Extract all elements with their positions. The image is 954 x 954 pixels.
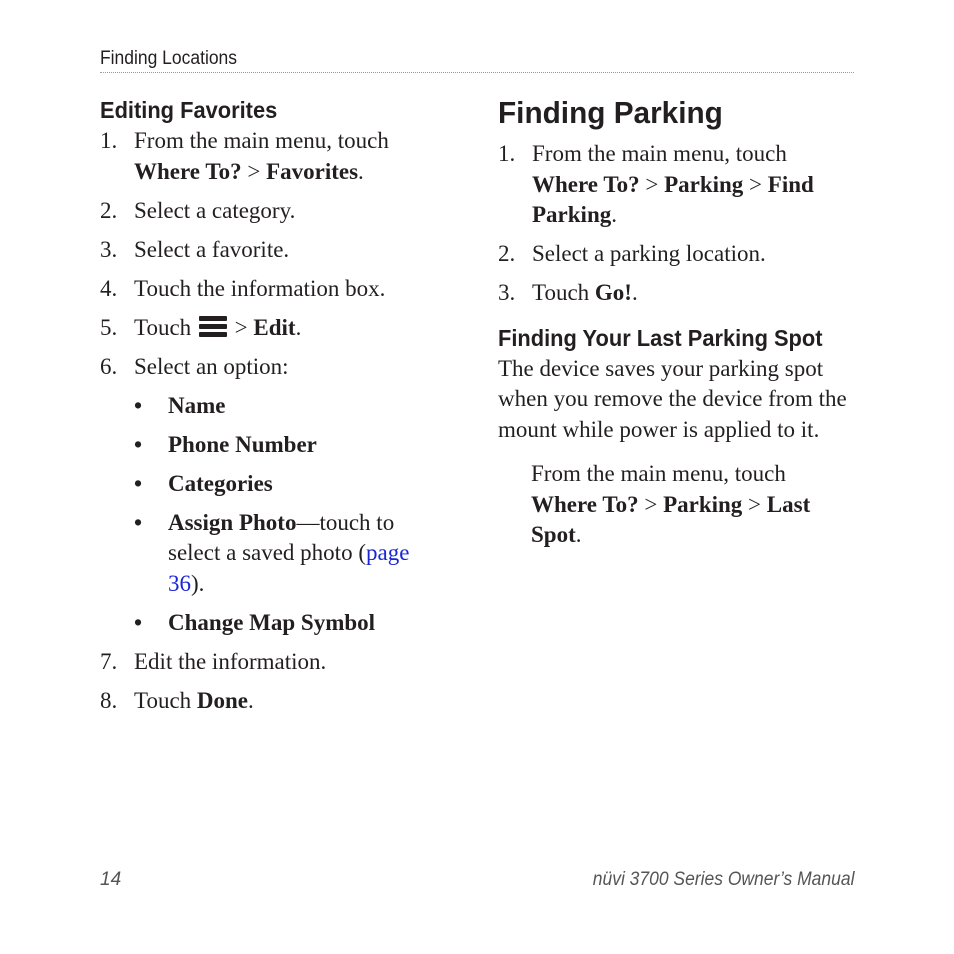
option-label: Assign Photo (168, 509, 297, 535)
running-header: Finding Locations (100, 48, 238, 69)
page-number: 14 (100, 869, 122, 890)
step-1 (100, 126, 440, 187)
option-item (134, 391, 440, 422)
step-number: 5. (100, 314, 118, 340)
step-number: 7. (100, 648, 118, 674)
option-list (134, 391, 440, 639)
step-3 (498, 278, 858, 309)
manual-title: nüvi 3700 Series Owner’s Manual (592, 869, 854, 890)
menu-path-edit: Edit (253, 314, 296, 340)
page-link[interactable]: page 36 (168, 540, 410, 596)
step-number: 8. (100, 687, 118, 713)
step-number: 3. (100, 236, 118, 262)
option-label: Change Map Symbol (168, 609, 376, 635)
step-number: 3. (498, 280, 516, 305)
left-column (100, 95, 440, 725)
section-heading-last-parking-spot: Finding Your Last Parking Spot (498, 324, 823, 351)
option-item (134, 508, 440, 600)
step-number: 2. (498, 241, 516, 266)
step-2 (498, 239, 858, 270)
step-number: 6. (100, 353, 118, 379)
step-2 (100, 196, 440, 227)
step-5 (100, 313, 440, 344)
step-text: Touch the information box. (134, 275, 386, 301)
path-separator: > (742, 491, 767, 517)
punctuation: . (575, 522, 582, 547)
body-paragraph: The device saves your parking spot when you remove the device from the mount while power is applied to it. (498, 355, 847, 442)
menu-path-done: Done (196, 687, 249, 713)
punctuation: . (248, 687, 254, 713)
step-8 (100, 686, 440, 717)
option-item (134, 469, 440, 500)
step-6 (100, 352, 440, 383)
page-title: Finding Parking (498, 95, 723, 130)
step-text: Select a parking location. (532, 241, 766, 266)
step-text: Select a favorite. (134, 236, 290, 262)
step-number: 1. (100, 128, 118, 153)
step-text: Touch (532, 280, 595, 305)
step-3 (100, 235, 440, 266)
menu-path-where-to: Where To? (531, 491, 639, 517)
section-heading-editing-favorites: Editing Favorites (100, 97, 278, 123)
step-text: Select an option: (134, 353, 289, 379)
menu-path-favorites: Favorites (266, 158, 359, 184)
bullet: • (134, 509, 143, 535)
menu-path-parking: Parking (664, 171, 744, 197)
step-text: From the main menu, touch (532, 141, 787, 166)
punctuation: . (358, 158, 364, 184)
punctuation: . (295, 314, 302, 340)
option-item (134, 430, 440, 461)
step-text: From the main menu, touch (531, 461, 786, 486)
path-separator: > (638, 491, 664, 517)
option-label: Phone Number (168, 431, 317, 457)
header-divider (100, 72, 854, 73)
bullet: • (134, 609, 143, 635)
step-4 (100, 274, 440, 305)
step-number: 1. (498, 141, 516, 166)
step-text: Touch (134, 687, 197, 713)
bullet: • (134, 470, 143, 496)
path-separator: > (743, 171, 768, 197)
path-separator: > (241, 158, 267, 184)
menu-path-where-to: Where To? (134, 158, 242, 184)
menu-path-where-to: Where To? (532, 171, 640, 197)
path-separator: > (639, 171, 665, 197)
punctuation: ). (191, 570, 205, 596)
option-item (134, 608, 440, 639)
bullet: • (134, 431, 143, 457)
menu-path-find-parking: Find Parking (532, 171, 814, 227)
path-separator: > (228, 314, 254, 340)
bullet: • (134, 392, 143, 418)
menu-path-last-spot: Last Spot (531, 491, 811, 547)
step-text: Edit the information. (134, 648, 327, 674)
step-number: 2. (100, 197, 118, 223)
option-description: —touch to select a saved photo ( (168, 509, 395, 565)
menu-path-go: Go! (594, 280, 632, 305)
step-1 (498, 139, 858, 231)
step-text: Touch (134, 314, 197, 340)
instruction (531, 459, 858, 551)
punctuation: . (611, 202, 617, 227)
step-number: 4. (100, 275, 118, 301)
step-text: Select a category. (134, 197, 296, 223)
option-label: Categories (168, 470, 273, 496)
menu-icon (199, 316, 227, 338)
right-column (498, 95, 858, 551)
menu-path-parking: Parking (663, 491, 743, 517)
step-7 (100, 647, 440, 678)
step-text: From the main menu, touch (134, 128, 389, 153)
option-label: Name (168, 392, 226, 418)
punctuation: . (631, 280, 638, 305)
